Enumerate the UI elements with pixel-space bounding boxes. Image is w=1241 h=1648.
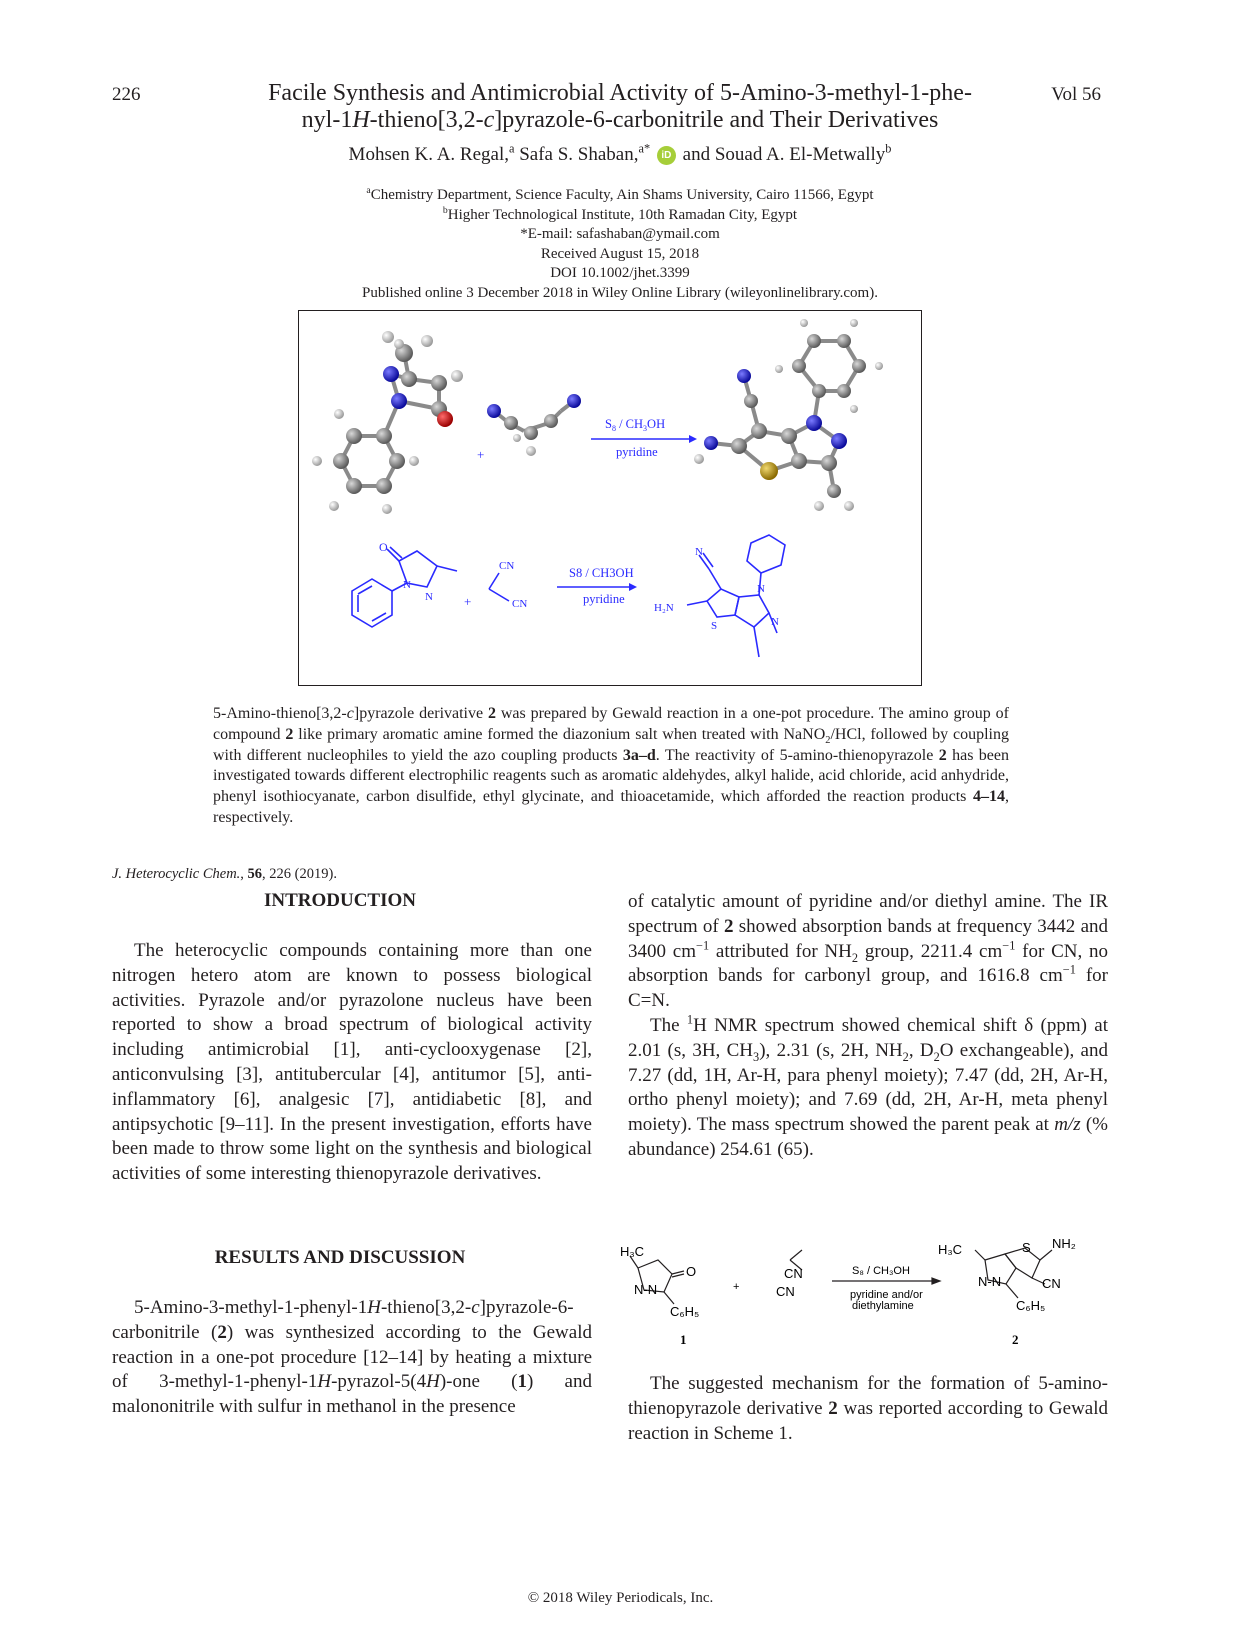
structure-2d-malononitrile bbox=[489, 573, 509, 601]
abstract-text: 5-Amino-thieno[3,2-c]pyrazole derivative 2 was prepared by Gewald reaction in a one-pot procedure. The amino group of compound 2 like primary aromatic amine formed the diazonium salt when treated with NaNO$_2$/HCl, followed by coupling with different nucleophiles to yield the azo coupling products 3a–d. The reactivity of 5-amino-thienopyrazole 2 has been investigated towards different electrophilic reagents such as aromatic aldehydes, alkyl halide, acid chloride, acid anhydride, phenyl isothiocyanate, carbon disulfide, ethyl glycinate, and thioacetamide, which afforded the reaction products 4–14, respectively. bbox=[213, 705, 1010, 826]
graphical-abstract bbox=[298, 310, 922, 686]
reagent-top: $S_8 / CH_3OH$ bbox=[605, 417, 666, 433]
page-number: 226 bbox=[112, 84, 141, 105]
svg-text:O: O bbox=[686, 1264, 697, 1279]
section-introduction: INTRODUCTION bbox=[263, 890, 417, 911]
published-info: Published online 3 December 2018 in Wiley Online Library (wileyonlinelibrary.com). bbox=[362, 284, 878, 301]
molecule-3d-product bbox=[711, 341, 859, 491]
author-list: Mohsen K. A. Regal,$^a$ Safa S. Shaban,$^{a*}$ iD and Souad A. El-Metwally$^b$ bbox=[348, 141, 892, 165]
volume-label: Vol 56 bbox=[1051, 84, 1101, 105]
copyright-footer: © 2018 Wiley Periodicals, Inc. bbox=[527, 1590, 714, 1606]
svg-text:CN: CN bbox=[784, 1266, 803, 1281]
affiliations: $^a$Chemistry Department, Science Faculty, Ain Shams University, Cairo 11566, Egypt $^b$Higher Technological Institute, 10th Ramadan City, Egypt *E-mail: safashaban@ymail.com Received August 15, 2018 DOI 10.1002/jhet.3399 Published online 3 December 2018 in Wiley Online Library (wileyonlinelibrary.com). bbox=[220, 186, 1020, 303]
svg-text:H₃C: H₃C bbox=[620, 1244, 645, 1259]
svg-text:N-N: N-N bbox=[634, 1282, 658, 1297]
orcid-icon[interactable]: iD bbox=[657, 146, 676, 165]
email[interactable]: *E-mail: safashaban@ymail.com bbox=[520, 226, 720, 242]
svg-text:NH₂: NH₂ bbox=[1052, 1238, 1076, 1251]
svg-text:2: 2 bbox=[1012, 1332, 1019, 1347]
svg-text:S₈ / CH₃OH: S₈ / CH₃OH bbox=[852, 1265, 910, 1277]
received-date: Received August 15, 2018 bbox=[540, 245, 700, 262]
atoms-pyrazolone bbox=[312, 331, 463, 514]
reaction-scheme-figure bbox=[620, 1238, 1110, 1358]
svg-text:CN: CN bbox=[499, 560, 515, 572]
svg-text:H₂N: H₂N bbox=[654, 602, 674, 614]
svg-text:diethylamine: diethylamine bbox=[852, 1300, 914, 1312]
section-results: RESULTS AND DISCUSSION bbox=[214, 1247, 466, 1268]
svg-text:pyridine and/or: pyridine and/or bbox=[850, 1289, 923, 1301]
journal-citation: J. Heterocyclic Chem., 56, 226 (2019). bbox=[112, 866, 337, 882]
svg-text:N: N bbox=[771, 616, 779, 628]
svg-text:H₃C: H₃C bbox=[938, 1242, 963, 1257]
reagent-bottom: S8 / CH3OH bbox=[569, 566, 634, 580]
svg-text:S: S bbox=[711, 620, 718, 632]
svg-text:N: N bbox=[695, 546, 703, 558]
graphical-abstract-figure bbox=[299, 311, 921, 685]
doi[interactable]: DOI 10.1002/jhet.3399 bbox=[550, 265, 690, 281]
svg-text:CN: CN bbox=[512, 598, 528, 610]
condition-bottom: pyridine bbox=[583, 592, 625, 606]
svg-text:N: N bbox=[757, 583, 765, 595]
svg-text:1: 1 bbox=[680, 1332, 687, 1347]
reaction-scheme bbox=[620, 1238, 1110, 1358]
svg-text:N-N: N-N bbox=[978, 1274, 1002, 1289]
right-column-text: of catalytic amount of pyridine and/or diethyl amine. The IR spectrum of 2 showed absorption bands at frequency 3442 and 3400 $cm^{-1}$ attributed for $NH_2$ group, 2211.4 $cm^{-1}$ for CN, no absorption bands for carbonyl group, and 1616.8 $cm^{-1}$ for C=N. The $^1$H NMR spectrum showed chemical shift δ (ppm) at 2.01 (s, 3H, $CH_3$), 2.31 (s, 2H, $NH_2$, $D_2O$ exchangeable), and 7.27 (dd, 1H, Ar-H, para phenyl moiety); 7.47 (dd, 2H, Ar-H, ortho phenyl moiety); and 7.69 (dd, 2H, Ar-H, meta phenyl moiety). The mass spectrum showed the parent peak at m/z (% abundance) 254.61 (65). bbox=[628, 891, 1109, 1160]
condition-top: pyridine bbox=[616, 445, 658, 459]
svg-text:+: + bbox=[733, 1281, 740, 1293]
right-column-text-2: The suggested mechanism for the formation of 5-amino-thienopyrazole derivative 2 was reported according to Gewald reaction in Scheme 1. bbox=[628, 1373, 1108, 1444]
results-text: 5-Amino-3-methyl-1-phenyl-1H-thieno[3,2-c]pyrazole-6-carbonitrile (2) was synthesized according to the Gewald reaction in a one-pot procedure [12–14] by heating a mixture of 3-methyl-1-phenyl-1H-pyrazol-5(4H)-one (1) and malononitrile with sulfur in methanol in the presence bbox=[112, 1297, 592, 1418]
svg-text:S: S bbox=[1022, 1240, 1031, 1255]
svg-text:C₆H₅: C₆H₅ bbox=[670, 1304, 700, 1319]
svg-text:+: + bbox=[464, 594, 472, 609]
svg-text:N: N bbox=[425, 591, 433, 603]
introduction-text: The heterocyclic compounds containing more than one nitrogen hetero atom are known to possess biological activities. Pyrazole and/or pyrazolone nucleus have been reported to show a broad spectrum of biological activity including antimicrobial [1], anti-cyclooxygenase [2], anticonvulsing [3], antitubercular [4], antitumor [5], anti-inflammatory [6], analgesic [7], antidiabetic [8], and antipsychotic [9–11]. In the present investigation, efforts have been made to throw some light on the synthesis and biological activities of some interesting thienopyrazole derivatives. bbox=[112, 940, 592, 1185]
svg-text:N: N bbox=[403, 579, 411, 591]
svg-text:O: O bbox=[379, 540, 388, 554]
article-title: Facile Synthesis and Antimicrobial Activity of 5-Amino-3-methyl-1-phe- nyl-1H-thieno[3,2-c]pyrazole-6-carbonitrile and Their Derivatives bbox=[268, 80, 972, 133]
svg-text:C₆H₅: C₆H₅ bbox=[1016, 1298, 1046, 1313]
svg-text:CN: CN bbox=[776, 1284, 795, 1299]
plus-sign: + bbox=[477, 447, 485, 462]
svg-text:CN: CN bbox=[1042, 1276, 1061, 1291]
